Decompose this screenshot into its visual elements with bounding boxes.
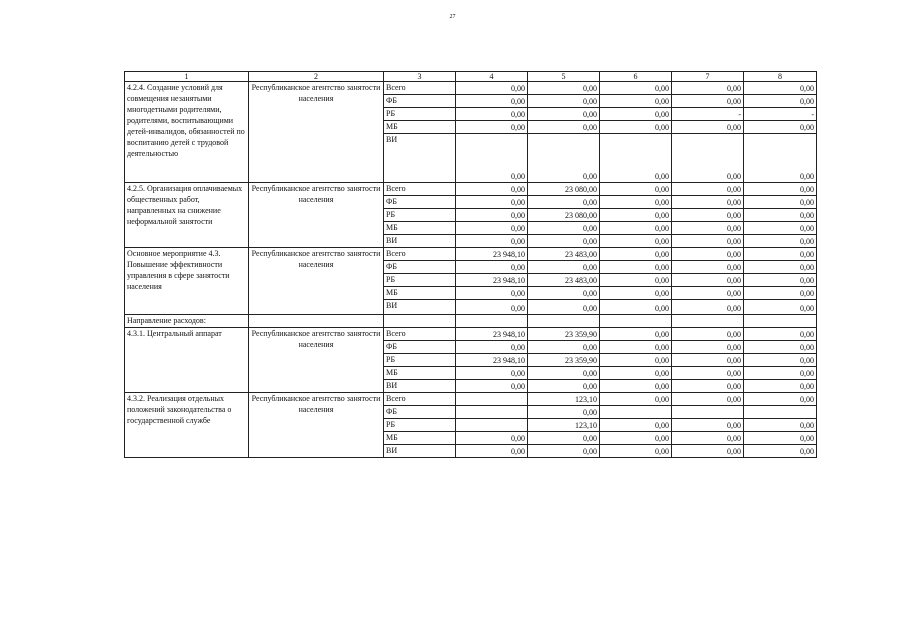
amount-cell: 0,00 — [744, 287, 817, 300]
responsible-agency: Республиканское агентство занятости населения — [249, 82, 384, 183]
amount-cell: 0,00 — [744, 419, 817, 432]
funding-source: ФБ — [384, 95, 456, 108]
amount-cell: 0,00 — [528, 235, 600, 248]
empty-cell — [384, 315, 456, 328]
amount-cell: 0,00 — [744, 432, 817, 445]
column-header: 1 — [125, 72, 249, 82]
amount-cell: 0,00 — [528, 380, 600, 393]
amount-cell: 0,00 — [672, 196, 744, 209]
amount-cell: 0,00 — [456, 222, 528, 235]
amount-cell: 0,00 — [600, 341, 672, 354]
amount-cell: 0,00 — [672, 354, 744, 367]
amount-cell: 0,00 — [744, 183, 817, 196]
amount-cell: 0,00 — [672, 261, 744, 274]
amount-cell: 0,00 — [672, 328, 744, 341]
amount-cell — [456, 393, 528, 406]
amount-cell: 0,00 — [456, 341, 528, 354]
amount-cell: 0,00 — [528, 445, 600, 458]
amount-cell: 23 483,00 — [528, 248, 600, 261]
amount-cell: 0,00 — [672, 287, 744, 300]
responsible-agency: Республиканское агентство занятости населения — [249, 328, 384, 393]
amount-cell: 0,00 — [600, 248, 672, 261]
amount-cell: 123,10 — [528, 393, 600, 406]
responsible-agency: Республиканское агентство занятости населения — [249, 183, 384, 248]
amount-cell: 0,00 — [456, 287, 528, 300]
measure-name: 4.2.4. Создание условий для совмещения незанятыми многодетными родителями, родителями, воспитывающими детей-инвалидов, обязанностей по воспитанию детей с трудовой деятельностью — [125, 82, 249, 183]
amount-cell: 0,00 — [600, 196, 672, 209]
amount-cell: 0,00 — [600, 354, 672, 367]
amount-cell: 0,00 — [744, 261, 817, 274]
amount-cell: 23 359,90 — [528, 354, 600, 367]
amount-cell: 0,00 — [744, 95, 817, 108]
funding-source: ФБ — [384, 406, 456, 419]
amount-cell: 0,00 — [528, 367, 600, 380]
funding-source: МБ — [384, 121, 456, 134]
amount-cell: 0,00 — [672, 134, 744, 183]
amount-cell: 0,00 — [456, 108, 528, 121]
column-header: 3 — [384, 72, 456, 82]
amount-cell: 0,00 — [744, 354, 817, 367]
amount-cell: 0,00 — [456, 300, 528, 315]
empty-cell — [600, 315, 672, 328]
responsible-agency: Республиканское агентство занятости населения — [249, 393, 384, 458]
amount-cell: 23 948,10 — [456, 354, 528, 367]
funding-source: Всего — [384, 393, 456, 406]
amount-cell: 23 948,10 — [456, 274, 528, 287]
amount-cell: 23 080,00 — [528, 209, 600, 222]
amount-cell — [744, 406, 817, 419]
empty-cell — [456, 315, 528, 328]
responsible-agency: Республиканское агентство занятости населения — [249, 248, 384, 315]
column-header: 7 — [672, 72, 744, 82]
column-header: 5 — [528, 72, 600, 82]
column-header: 6 — [600, 72, 672, 82]
funding-source: ВИ — [384, 445, 456, 458]
amount-cell: 123,10 — [528, 419, 600, 432]
amount-cell: 0,00 — [744, 196, 817, 209]
empty-cell — [528, 315, 600, 328]
funding-source: Всего — [384, 328, 456, 341]
amount-cell: 0,00 — [456, 261, 528, 274]
amount-cell: 0,00 — [744, 300, 817, 315]
amount-cell: 0,00 — [672, 367, 744, 380]
amount-cell: - — [744, 108, 817, 121]
amount-cell — [456, 419, 528, 432]
amount-cell: 0,00 — [456, 134, 528, 183]
amount-cell: 0,00 — [528, 300, 600, 315]
amount-cell — [600, 406, 672, 419]
amount-cell: 0,00 — [600, 300, 672, 315]
measure-name: 4.2.5. Организация оплачиваемых общественных работ, направленных на снижение неформальной занятости — [125, 183, 249, 248]
amount-cell — [672, 406, 744, 419]
amount-cell: 0,00 — [456, 95, 528, 108]
amount-cell: 0,00 — [744, 209, 817, 222]
funding-source: МБ — [384, 367, 456, 380]
amount-cell: 0,00 — [456, 196, 528, 209]
amount-cell: 0,00 — [744, 121, 817, 134]
amount-cell: 0,00 — [600, 108, 672, 121]
amount-cell: 0,00 — [744, 380, 817, 393]
amount-cell: 0,00 — [456, 209, 528, 222]
amount-cell: 0,00 — [672, 121, 744, 134]
amount-cell: 0,00 — [672, 432, 744, 445]
empty-cell — [744, 315, 817, 328]
amount-cell: 0,00 — [456, 380, 528, 393]
amount-cell: 0,00 — [600, 287, 672, 300]
measure-name: 4.3.2. Реализация отдельных положений законодательства о государственной службе — [125, 393, 249, 458]
amount-cell: 0,00 — [672, 380, 744, 393]
amount-cell: 0,00 — [600, 209, 672, 222]
funding-source: РБ — [384, 354, 456, 367]
amount-cell: 0,00 — [528, 432, 600, 445]
amount-cell: 0,00 — [672, 274, 744, 287]
page-number: 27 — [449, 14, 456, 20]
amount-cell: 23 080,00 — [528, 183, 600, 196]
amount-cell: 0,00 — [672, 222, 744, 235]
column-header: 2 — [249, 72, 384, 82]
measure-name: 4.3.1. Центральный аппарат — [125, 328, 249, 393]
amount-cell: 0,00 — [672, 248, 744, 261]
amount-cell: 0,00 — [600, 261, 672, 274]
amount-cell: 0,00 — [600, 367, 672, 380]
amount-cell: 0,00 — [456, 121, 528, 134]
amount-cell: 0,00 — [672, 209, 744, 222]
amount-cell: 0,00 — [744, 367, 817, 380]
table-body — [125, 72, 817, 458]
table-row — [125, 393, 817, 406]
measure-name: Основное мероприятие 4.3. Повышение эффективности управления в сфере занятости населения — [125, 248, 249, 315]
funding-source: Всего — [384, 82, 456, 95]
table-row — [125, 248, 817, 261]
amount-cell: 0,00 — [672, 82, 744, 95]
amount-cell: 0,00 — [672, 300, 744, 315]
funding-source: Всего — [384, 248, 456, 261]
amount-cell: 0,00 — [600, 121, 672, 134]
amount-cell: 0,00 — [456, 445, 528, 458]
amount-cell: 0,00 — [456, 235, 528, 248]
amount-cell: 0,00 — [600, 82, 672, 95]
amount-cell: 0,00 — [672, 95, 744, 108]
amount-cell: 0,00 — [744, 274, 817, 287]
amount-cell — [456, 406, 528, 419]
amount-cell: 0,00 — [672, 341, 744, 354]
empty-cell — [249, 315, 384, 328]
amount-cell: 0,00 — [528, 341, 600, 354]
amount-cell: 23 483,00 — [528, 274, 600, 287]
amount-cell: 0,00 — [744, 445, 817, 458]
amount-cell: 0,00 — [456, 367, 528, 380]
amount-cell: 23 359,90 — [528, 328, 600, 341]
amount-cell: 0,00 — [600, 134, 672, 183]
funding-source: ВИ — [384, 235, 456, 248]
table-row — [125, 183, 817, 196]
amount-cell: - — [672, 108, 744, 121]
funding-source: РБ — [384, 274, 456, 287]
amount-cell: 0,00 — [528, 121, 600, 134]
funding-source: РБ — [384, 419, 456, 432]
amount-cell: 0,00 — [528, 82, 600, 95]
funding-source: МБ — [384, 432, 456, 445]
amount-cell: 0,00 — [528, 287, 600, 300]
amount-cell: 0,00 — [600, 274, 672, 287]
amount-cell: 0,00 — [744, 248, 817, 261]
amount-cell: 0,00 — [456, 183, 528, 196]
amount-cell: 0,00 — [744, 328, 817, 341]
amount-cell: 0,00 — [600, 393, 672, 406]
amount-cell: 0,00 — [600, 419, 672, 432]
column-header: 8 — [744, 72, 817, 82]
column-header: 4 — [456, 72, 528, 82]
amount-cell: 0,00 — [672, 393, 744, 406]
amount-cell: 0,00 — [600, 328, 672, 341]
amount-cell: 0,00 — [600, 183, 672, 196]
section-row — [125, 315, 817, 328]
funding-source: МБ — [384, 287, 456, 300]
amount-cell: 0,00 — [600, 432, 672, 445]
amount-cell: 0,00 — [744, 82, 817, 95]
amount-cell: 0,00 — [528, 95, 600, 108]
amount-cell: 0,00 — [600, 445, 672, 458]
amount-cell: 0,00 — [600, 222, 672, 235]
amount-cell: 0,00 — [600, 235, 672, 248]
funding-source: Всего — [384, 183, 456, 196]
amount-cell: 0,00 — [528, 406, 600, 419]
section-label: Направление расходов: — [125, 315, 249, 328]
amount-cell: 0,00 — [744, 222, 817, 235]
funding-source: МБ — [384, 222, 456, 235]
budget-table — [124, 71, 817, 458]
funding-source: РБ — [384, 209, 456, 222]
funding-source: ВИ — [384, 134, 456, 183]
amount-cell: 0,00 — [744, 341, 817, 354]
amount-cell: 0,00 — [456, 432, 528, 445]
amount-cell: 0,00 — [528, 134, 600, 183]
amount-cell: 0,00 — [528, 196, 600, 209]
table-row — [125, 82, 817, 95]
empty-cell — [672, 315, 744, 328]
funding-source: РБ — [384, 108, 456, 121]
amount-cell: 0,00 — [672, 235, 744, 248]
amount-cell: 0,00 — [456, 82, 528, 95]
table-row — [125, 328, 817, 341]
funding-source: ФБ — [384, 341, 456, 354]
amount-cell: 0,00 — [744, 134, 817, 183]
header-row — [125, 72, 817, 82]
amount-cell: 0,00 — [672, 183, 744, 196]
amount-cell: 23 948,10 — [456, 328, 528, 341]
amount-cell: 0,00 — [744, 235, 817, 248]
funding-source: ВИ — [384, 300, 456, 315]
amount-cell: 0,00 — [600, 95, 672, 108]
funding-source: ВИ — [384, 380, 456, 393]
amount-cell: 0,00 — [528, 261, 600, 274]
funding-source: ФБ — [384, 261, 456, 274]
amount-cell: 0,00 — [528, 108, 600, 121]
amount-cell: 0,00 — [744, 393, 817, 406]
amount-cell: 23 948,10 — [456, 248, 528, 261]
funding-source: ФБ — [384, 196, 456, 209]
amount-cell: 0,00 — [600, 380, 672, 393]
amount-cell: 0,00 — [528, 222, 600, 235]
amount-cell: 0,00 — [672, 445, 744, 458]
amount-cell: 0,00 — [672, 419, 744, 432]
